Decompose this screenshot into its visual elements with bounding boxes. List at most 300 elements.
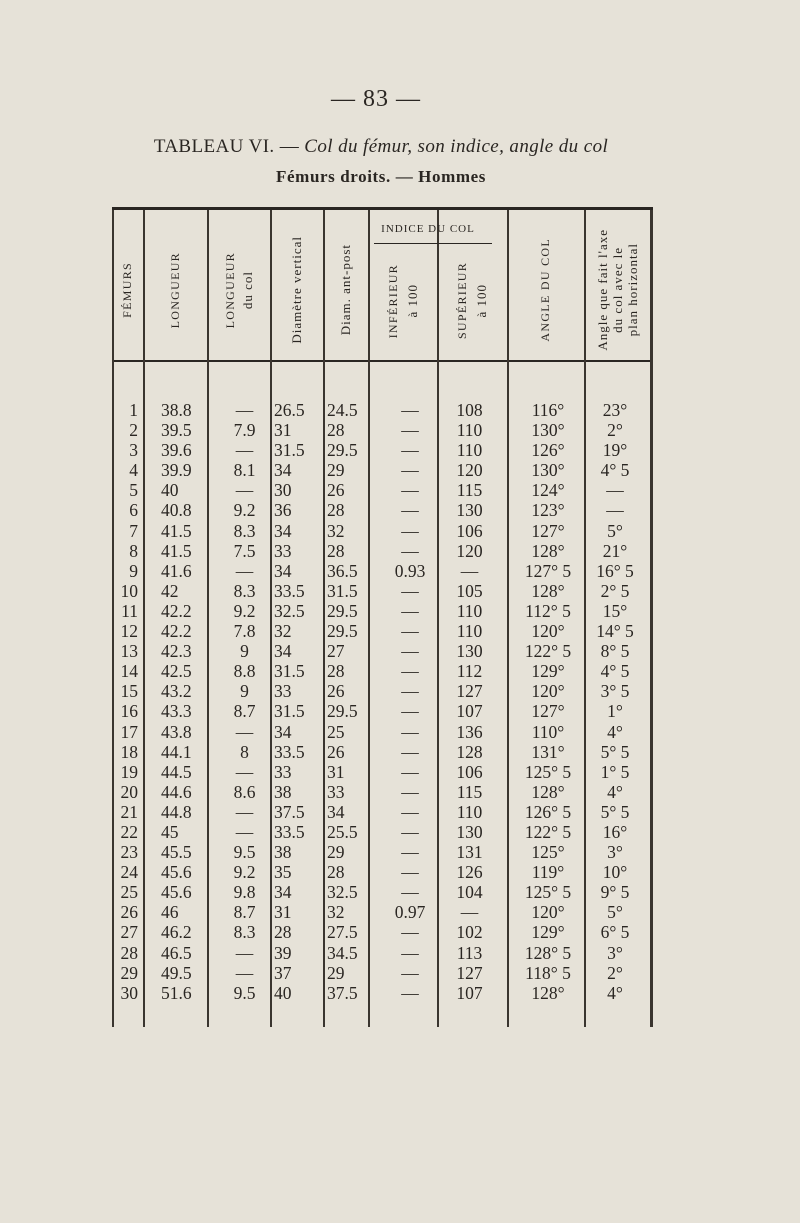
cell-longueur: 51.6 [161, 982, 192, 1003]
cell-longueur: 44.5 [161, 761, 192, 782]
cell-femur-number: 19 [120, 761, 138, 782]
table-row [112, 561, 653, 581]
cell-angle-axe: 4° [607, 781, 623, 802]
cell-indice-inferieur: — [401, 982, 419, 1003]
cell-longueur: 49.5 [161, 962, 192, 983]
cell-longueur: 40 [161, 480, 179, 501]
cell-angle-axe: 19° [602, 440, 628, 461]
cell-diametre-vertical: 28 [274, 922, 292, 943]
cell-indice-superieur: 113 [456, 942, 483, 963]
cell-diametre-vertical: 32 [274, 621, 292, 642]
cell-indice-inferieur: — [401, 701, 419, 722]
header-indice-group: INDICE DU COL [381, 223, 475, 235]
cell-longueur-col: — [235, 821, 254, 842]
cell-angle-axe: 3° [607, 942, 623, 963]
table-row [112, 601, 653, 621]
table-row [112, 681, 653, 701]
cell-angle-col: 128° [531, 540, 565, 561]
cell-diam-ant-post: 24.5 [327, 400, 358, 420]
header-angle-axe-line1: Angle que fait l'axe [594, 229, 610, 351]
cell-angle-axe: 5° [607, 520, 623, 541]
cell-diametre-vertical: 37 [274, 962, 292, 983]
cell-diam-ant-post: 25.5 [327, 821, 358, 842]
cell-diam-ant-post: 29.5 [327, 440, 358, 461]
cell-diametre-vertical: 26.5 [274, 400, 305, 420]
table-row [112, 862, 653, 882]
cell-indice-superieur: 110 [456, 621, 483, 642]
cell-indice-inferieur: — [401, 842, 419, 863]
cell-femur-number: 15 [120, 681, 138, 702]
cell-diam-ant-post: 26 [327, 480, 345, 501]
cell-indice-superieur: 110 [456, 600, 483, 621]
cell-angle-col: 129° [531, 922, 565, 943]
header-angle-axe [584, 225, 650, 355]
header-longueur-label: LONGUEUR [167, 251, 182, 329]
cell-indice-superieur: 107 [456, 701, 483, 722]
cell-angle-col: 128° [531, 781, 565, 802]
table-title-prefix: TABLEAU VI. — [153, 136, 300, 157]
cell-longueur: 44.1 [161, 741, 192, 762]
cell-longueur: 39.6 [161, 440, 192, 461]
cell-longueur: 43.3 [161, 701, 192, 722]
cell-longueur-col: 8 [240, 741, 249, 762]
cell-longueur-col: 9.5 [233, 982, 256, 1003]
cell-diametre-vertical: 30 [274, 480, 292, 501]
cell-angle-axe: 10° [602, 862, 628, 883]
cell-angle-col: 124° [531, 480, 565, 501]
cell-indice-superieur: 106 [456, 761, 483, 782]
cell-femur-number: 20 [120, 781, 138, 802]
cell-diametre-vertical: 33 [274, 681, 292, 702]
cell-diametre-vertical: 34 [274, 721, 292, 742]
cell-longueur: 42.2 [161, 600, 192, 621]
cell-indice-superieur: 127 [456, 681, 483, 702]
cell-femur-number: 3 [129, 440, 138, 461]
cell-angle-col: 123° [531, 500, 565, 521]
table-title [0, 136, 762, 158]
header-superieur [437, 247, 507, 355]
cell-diam-ant-post: 26 [327, 681, 345, 702]
cell-indice-superieur: 106 [456, 520, 483, 541]
cell-angle-axe: 4° 5 [600, 661, 630, 682]
cell-longueur-col: 8.8 [233, 661, 256, 682]
cell-longueur: 46.2 [161, 922, 192, 943]
cell-angle-axe: 3° [607, 842, 623, 863]
cell-longueur: 43.2 [161, 681, 192, 702]
cell-indice-superieur: 120 [456, 540, 483, 561]
cell-longueur-col: 8.1 [233, 460, 256, 481]
cell-indice-inferieur: — [401, 862, 419, 883]
cell-angle-axe: 8° 5 [600, 641, 630, 662]
cell-longueur: 42.3 [161, 641, 192, 662]
cell-indice-inferieur: — [401, 540, 419, 561]
header-superieur-line1: SUPÉRIEUR [455, 262, 469, 340]
header-indice-rule [374, 243, 492, 244]
cell-angle-col: 129° [531, 661, 565, 682]
header-inferieur-line2: à 100 [404, 284, 420, 318]
cell-diam-ant-post: 25 [327, 721, 345, 742]
cell-diam-ant-post: 31 [327, 761, 345, 782]
cell-longueur-col: 9 [240, 681, 249, 702]
cell-angle-col: 118° 5 [525, 962, 571, 983]
cell-diam-ant-post: 37.5 [327, 982, 358, 1003]
cell-femur-number: 24 [120, 862, 138, 883]
cell-angle-axe: 6° 5 [600, 922, 630, 943]
table-title-italic: Col du fémur, son indice, angle du col [304, 136, 609, 157]
cell-longueur: 43.8 [161, 721, 192, 742]
cell-femur-number: 13 [120, 641, 138, 662]
cell-femur-number: 9 [129, 560, 138, 581]
table-row [112, 621, 653, 641]
cell-longueur-col: 9.2 [233, 862, 256, 883]
cell-diametre-vertical: 33 [274, 761, 292, 782]
cell-angle-axe: — [606, 480, 624, 501]
cell-diam-ant-post: 27 [327, 641, 345, 662]
cell-diametre-vertical: 37.5 [274, 801, 305, 822]
cell-longueur-col: — [235, 721, 254, 742]
cell-diametre-vertical: 32.5 [274, 600, 305, 621]
cell-angle-axe: 4° [607, 982, 623, 1003]
cell-femur-number: 30 [120, 982, 138, 1003]
cell-diametre-vertical: 31 [274, 420, 292, 441]
cell-diam-ant-post: 34 [327, 801, 345, 822]
cell-diam-ant-post: 29 [327, 460, 345, 481]
table-row [112, 480, 653, 500]
cell-indice-inferieur: — [401, 721, 419, 742]
cell-longueur-col: 9.5 [233, 842, 256, 863]
cell-angle-col: 131° [531, 741, 565, 762]
cell-indice-inferieur: — [401, 741, 419, 762]
cell-angle-axe: 1° 5 [600, 761, 630, 782]
data-table [112, 207, 653, 1027]
cell-indice-inferieur: — [401, 480, 419, 501]
cell-indice-inferieur: — [401, 641, 419, 662]
header-angle-col [507, 225, 584, 355]
cell-angle-col: 127° [531, 701, 565, 722]
cell-femur-number: 7 [129, 520, 138, 541]
cell-indice-superieur: 112 [456, 661, 483, 682]
header-femurs [112, 225, 143, 355]
cell-diametre-vertical: 33.5 [274, 580, 305, 601]
cell-angle-axe: 21° [602, 540, 628, 561]
cell-longueur: 41.6 [161, 560, 192, 581]
cell-longueur: 42 [161, 580, 179, 601]
cell-femur-number: 1 [129, 400, 138, 420]
cell-longueur-col: — [235, 942, 254, 963]
cell-longueur-col: — [235, 480, 254, 501]
cell-angle-col: 130° [531, 460, 565, 481]
cell-diametre-vertical: 31.5 [274, 440, 305, 461]
cell-indice-inferieur: — [401, 882, 419, 903]
cell-angle-axe: 5° 5 [600, 741, 630, 762]
cell-indice-inferieur: — [401, 942, 419, 963]
cell-diam-ant-post: 28 [327, 540, 345, 561]
cell-indice-superieur: 108 [456, 400, 483, 420]
table-row [112, 581, 653, 601]
cell-longueur: 42.2 [161, 621, 192, 642]
header-longueur [143, 225, 207, 355]
cell-femur-number: 2 [129, 420, 138, 441]
cell-diam-ant-post: 32 [327, 902, 345, 923]
cell-femur-number: 26 [120, 902, 138, 923]
cell-diametre-vertical: 31 [274, 902, 292, 923]
cell-longueur: 40.8 [161, 500, 192, 521]
cell-angle-col: 128° [531, 982, 565, 1003]
header-angle-col-label: ANGLE DU COL [538, 238, 552, 342]
cell-diam-ant-post: 26 [327, 741, 345, 762]
cell-longueur: 46.5 [161, 942, 192, 963]
cell-indice-superieur: 107 [456, 982, 483, 1003]
cell-longueur-col: — [235, 440, 254, 461]
table-row [112, 802, 653, 822]
cell-indice-inferieur: — [401, 821, 419, 842]
cell-indice-superieur: 110 [456, 801, 483, 822]
table-row [112, 963, 653, 983]
cell-longueur: 39.5 [161, 420, 192, 441]
cell-indice-inferieur: — [401, 440, 419, 461]
cell-indice-inferieur: — [401, 761, 419, 782]
cell-indice-superieur: 131 [456, 842, 483, 863]
cell-femur-number: 11 [121, 600, 138, 621]
cell-diametre-vertical: 38 [274, 842, 292, 863]
table-row [112, 641, 653, 661]
cell-longueur-col: 8.6 [233, 781, 256, 802]
cell-angle-axe: 5° [607, 902, 623, 923]
cell-angle-axe: 16° 5 [596, 560, 634, 581]
cell-longueur-col: 7.9 [233, 420, 256, 441]
table-row [112, 701, 653, 721]
cell-indice-inferieur: — [401, 781, 419, 802]
header-diametre-vertical-label: Diamètre vertical [289, 236, 304, 344]
cell-diametre-vertical: 31.5 [274, 701, 305, 722]
header-femurs-label: FÉMURS [120, 262, 134, 318]
table-row [112, 902, 653, 922]
cell-indice-inferieur: 0.97 [394, 902, 426, 923]
cell-longueur: 45 [161, 821, 179, 842]
table-row [112, 782, 653, 802]
cell-indice-inferieur: 0.93 [394, 560, 426, 581]
cell-angle-col: 130° [531, 420, 565, 441]
cell-longueur: 44.6 [161, 781, 192, 802]
cell-angle-axe: 2° [607, 420, 623, 441]
cell-indice-inferieur: — [401, 681, 419, 702]
cell-longueur-col: 9.2 [233, 500, 256, 521]
cell-longueur: 46 [161, 902, 179, 923]
cell-angle-col: 127° [531, 520, 565, 541]
cell-indice-inferieur: — [401, 661, 419, 682]
cell-indice-superieur: — [460, 560, 479, 581]
table-row [112, 400, 653, 420]
cell-diametre-vertical: 34 [274, 882, 292, 903]
cell-femur-number: 25 [120, 882, 138, 903]
cell-longueur-col: — [235, 801, 254, 822]
page-number: — 83 — [331, 86, 421, 112]
cell-indice-superieur: 105 [456, 580, 483, 601]
table-row [112, 983, 653, 1003]
cell-diametre-vertical: 35 [274, 862, 292, 883]
table-row [112, 842, 653, 862]
cell-longueur-col: 9.2 [233, 600, 256, 621]
cell-longueur: 45.6 [161, 862, 192, 883]
cell-femur-number: 22 [120, 821, 138, 842]
cell-indice-superieur: 126 [456, 862, 483, 883]
cell-diam-ant-post: 29 [327, 842, 345, 863]
cell-diam-ant-post: 28 [327, 661, 345, 682]
table-row [112, 722, 653, 742]
cell-longueur-col: — [235, 560, 254, 581]
table-row [112, 500, 653, 520]
table-row [112, 822, 653, 842]
header-diametre-vertical [270, 225, 323, 355]
cell-diam-ant-post: 32.5 [327, 882, 358, 903]
cell-indice-superieur: 128 [456, 741, 483, 762]
cell-femur-number: 5 [129, 480, 138, 501]
cell-diam-ant-post: 34.5 [327, 942, 358, 963]
cell-indice-superieur: 130 [456, 821, 483, 842]
cell-diam-ant-post: 32 [327, 520, 345, 541]
cell-indice-superieur: 110 [456, 420, 483, 441]
cell-indice-superieur: 120 [456, 460, 483, 481]
cell-angle-axe: 9° 5 [600, 882, 630, 903]
cell-diametre-vertical: 39 [274, 942, 292, 963]
cell-indice-inferieur: — [401, 922, 419, 943]
cell-indice-inferieur: — [401, 400, 419, 420]
cell-femur-number: 23 [120, 842, 138, 863]
cell-angle-axe: 2° 5 [600, 580, 630, 601]
cell-indice-superieur: 102 [456, 922, 483, 943]
cell-femur-number: 8 [129, 540, 138, 561]
header-diam-ant-post-label: Diam. ant-post [338, 244, 353, 336]
cell-angle-col: 122° 5 [524, 641, 572, 662]
table-row [112, 420, 653, 440]
table-subtitle: Fémurs droits. — Hommes [276, 167, 486, 186]
cell-longueur-col: 7.8 [233, 621, 256, 642]
cell-angle-col: 110° [531, 721, 565, 742]
cell-longueur: 45.5 [161, 842, 192, 863]
cell-angle-axe: 1° [607, 701, 623, 722]
header-diam-ant-post [323, 225, 368, 355]
cell-diametre-vertical: 34 [274, 460, 292, 481]
cell-indice-superieur: 130 [456, 641, 483, 662]
cell-longueur: 44.8 [161, 801, 192, 822]
cell-angle-col: 120° [531, 681, 565, 702]
cell-angle-axe: 3° 5 [600, 681, 630, 702]
cell-longueur: 45.6 [161, 882, 192, 903]
table-row [112, 762, 653, 782]
cell-diametre-vertical: 36 [274, 500, 292, 521]
cell-femur-number: 12 [120, 621, 138, 642]
cell-angle-col: 125° [531, 842, 565, 863]
cell-angle-col: 125° 5 [524, 761, 572, 782]
cell-longueur: 38.8 [161, 400, 192, 420]
cell-angle-col: 122° 5 [524, 821, 572, 842]
cell-longueur: 42.5 [161, 661, 192, 682]
cell-femur-number: 18 [120, 741, 138, 762]
cell-femur-number: 27 [120, 922, 138, 943]
header-superieur-line2: à 100 [474, 284, 489, 318]
cell-femur-number: 10 [120, 580, 138, 601]
cell-diametre-vertical: 34 [274, 641, 292, 662]
cell-diametre-vertical: 40 [274, 982, 292, 1003]
cell-angle-col: 120° [531, 621, 565, 642]
cell-diam-ant-post: 29.5 [327, 621, 358, 642]
table-row [112, 460, 653, 480]
cell-indice-superieur: — [460, 902, 479, 923]
cell-femur-number: 4 [129, 460, 138, 481]
cell-femur-number: 17 [120, 721, 138, 742]
header-angle-axe-line3: plan horizontal [624, 243, 640, 337]
cell-diam-ant-post: 31.5 [327, 580, 358, 601]
cell-femur-number: 28 [120, 942, 138, 963]
cell-indice-superieur: 115 [456, 781, 483, 802]
cell-femur-number: 16 [120, 701, 138, 722]
cell-angle-col: 128° [531, 580, 565, 601]
cell-indice-inferieur: — [401, 460, 419, 481]
cell-femur-number: 21 [120, 801, 138, 822]
table-row [112, 440, 653, 460]
cell-indice-inferieur: — [401, 580, 419, 601]
cell-indice-superieur: 110 [456, 440, 483, 461]
cell-diametre-vertical: 38 [274, 781, 292, 802]
cell-femur-number: 29 [120, 962, 138, 983]
cell-diam-ant-post: 28 [327, 862, 345, 883]
header-longueur-col-line1: LONGUEUR [222, 251, 237, 329]
cell-longueur-col: — [235, 761, 254, 782]
cell-angle-col: 119° [531, 862, 565, 883]
header-inferieur [368, 247, 437, 355]
table-row [112, 882, 653, 902]
cell-longueur-col: 7.5 [233, 540, 256, 561]
cell-angle-axe: 4° [607, 721, 623, 742]
cell-diam-ant-post: 28 [327, 500, 345, 521]
table-row [112, 922, 653, 942]
header-longueur-col [207, 225, 270, 355]
cell-diametre-vertical: 31.5 [274, 661, 305, 682]
cell-angle-col: 120° [531, 902, 565, 923]
table-row [112, 742, 653, 762]
cell-diametre-vertical: 34 [274, 520, 292, 541]
cell-angle-axe: 15° [602, 600, 628, 621]
cell-indice-superieur: 130 [456, 500, 483, 521]
cell-longueur-col: 8.7 [233, 701, 256, 722]
table-row [112, 661, 653, 681]
cell-longueur-col: 9.8 [233, 882, 256, 903]
cell-angle-col: 126° 5 [524, 801, 572, 822]
cell-longueur-col: 8.3 [233, 520, 256, 541]
cell-indice-inferieur: — [401, 801, 419, 822]
cell-diam-ant-post: 29.5 [327, 701, 358, 722]
cell-angle-axe: 23° [602, 400, 628, 420]
table-row [112, 521, 653, 541]
header-longueur-col-line2: du col [239, 270, 255, 310]
cell-diam-ant-post: 36.5 [327, 560, 358, 581]
cell-indice-inferieur: — [401, 500, 419, 521]
header-angle-axe-line2: du col avec le [609, 247, 625, 333]
cell-indice-superieur: 136 [456, 721, 483, 742]
cell-femur-number: 14 [120, 661, 138, 682]
cell-angle-axe: 14° 5 [596, 621, 634, 642]
cell-indice-inferieur: — [401, 600, 419, 621]
cell-indice-inferieur: — [401, 420, 419, 441]
cell-diam-ant-post: 27.5 [327, 922, 358, 943]
cell-angle-col: 127° 5 [524, 560, 572, 581]
cell-angle-col: 128° 5 [524, 942, 572, 963]
table-header-rule [112, 360, 653, 362]
cell-diametre-vertical: 33.5 [274, 821, 305, 842]
cell-diametre-vertical: 33 [274, 540, 292, 561]
cell-angle-col: 112° 5 [525, 600, 571, 621]
cell-indice-inferieur: — [401, 621, 419, 642]
